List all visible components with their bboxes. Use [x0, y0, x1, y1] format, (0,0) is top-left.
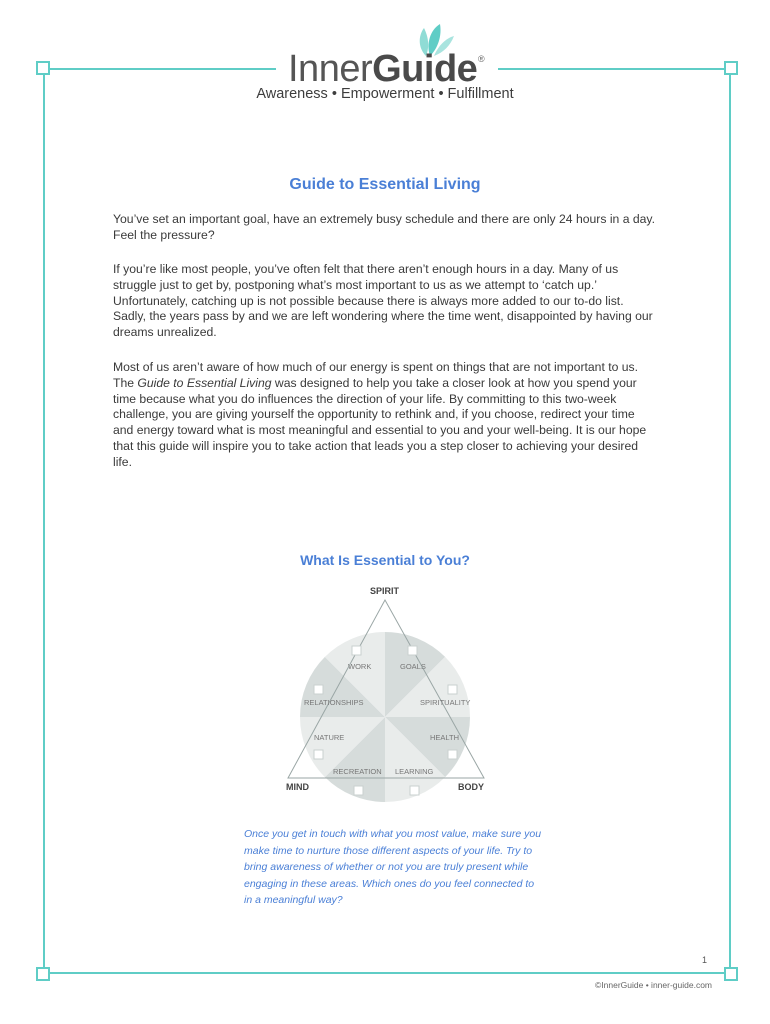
label-mind: MIND — [286, 782, 309, 792]
reflection-note: Once you get in touch with what you most value, make sure you make time to nurture those different aspects of your life. Try to bring awareness of whether or not you are truly present while engaging in these areas. Which ones do you feel connected to in a meaningful way? — [244, 828, 542, 906]
innerguide-logo — [288, 48, 485, 90]
essentials-wheel-diagram — [270, 580, 500, 810]
tagline: Awareness • Empowerment • Fulfillment — [256, 86, 514, 102]
purpose-text-end: was designed to help you take a closer look at how you spend your time because what you do influences the direction of your life. By committing to this two-week challenge, you are giving yourself the opportunity to rethink and, if you choose, redirect your time and energy toward what is most meaningful and essential to you and your well-being. It is our hope that this guide will inspire you to take action that leads you a step closer to achieving your desired life. — [113, 375, 647, 469]
label-spirituality: SPIRITUALITY — [420, 698, 471, 707]
essentials-wheel-svg — [270, 580, 500, 810]
label-body: BODY — [458, 782, 485, 792]
label-work: WORK — [348, 662, 372, 671]
purpose-paragraph — [113, 360, 658, 471]
label-learning: LEARNING — [395, 767, 434, 776]
frame-corner-bottom-right — [724, 967, 738, 981]
intro-paragraph: You’ve set an important goal, have an extremely busy schedule and there are only 24 hours in a day. Feel the pressure? — [113, 212, 656, 242]
frame-corner-top-left — [36, 61, 50, 75]
checkbox-nature — [314, 750, 323, 759]
checkbox-relationships — [314, 685, 323, 694]
guide-title-italic: Guide to Essential Living — [137, 375, 272, 390]
registered-mark: ® — [478, 54, 485, 64]
purpose-text-start: Most of us aren’t aware of how much of our energy is spent on things that are not important to us. The — [113, 360, 639, 390]
checkbox-goals — [408, 646, 417, 655]
page-number: 1 — [702, 955, 708, 965]
label-recreation: RECREATION — [333, 767, 382, 776]
frame-corner-bottom-left — [36, 967, 50, 981]
struggle-paragraph: If you’re like most people, you’ve often felt that there aren’t enough hours in a day. Many of us struggle just to get by, postponing what’s most important to us as we attempt to ‘catch up.’ Unfortunately, catching up is not possible because there is always more added to our to-do list. Sadly, the years pass by and we are left wondering where the time went, disappointed by having our dreams unrealized. — [113, 262, 653, 340]
frame-corner-top-right — [724, 61, 738, 75]
footer-copyright: ©InnerGuide • inner-guide.com — [595, 980, 712, 990]
checkbox-work — [352, 646, 361, 655]
section-subtitle: What Is Essential to You? — [300, 552, 470, 568]
checkbox-recreation — [354, 786, 363, 795]
checkbox-spirituality — [448, 685, 457, 694]
checkbox-health — [448, 750, 457, 759]
logo-guide-text: Guide — [372, 48, 478, 90]
checkbox-learning — [410, 786, 419, 795]
label-relationships: RELATIONSHIPS — [304, 698, 364, 707]
label-goals: GOALS — [400, 662, 426, 671]
page-title: Guide to Essential Living — [289, 176, 481, 193]
logo-inner-text: Inner — [288, 48, 373, 90]
label-spirit: SPIRIT — [370, 586, 400, 596]
label-nature: NATURE — [314, 733, 345, 742]
label-health: HEALTH — [430, 733, 460, 742]
